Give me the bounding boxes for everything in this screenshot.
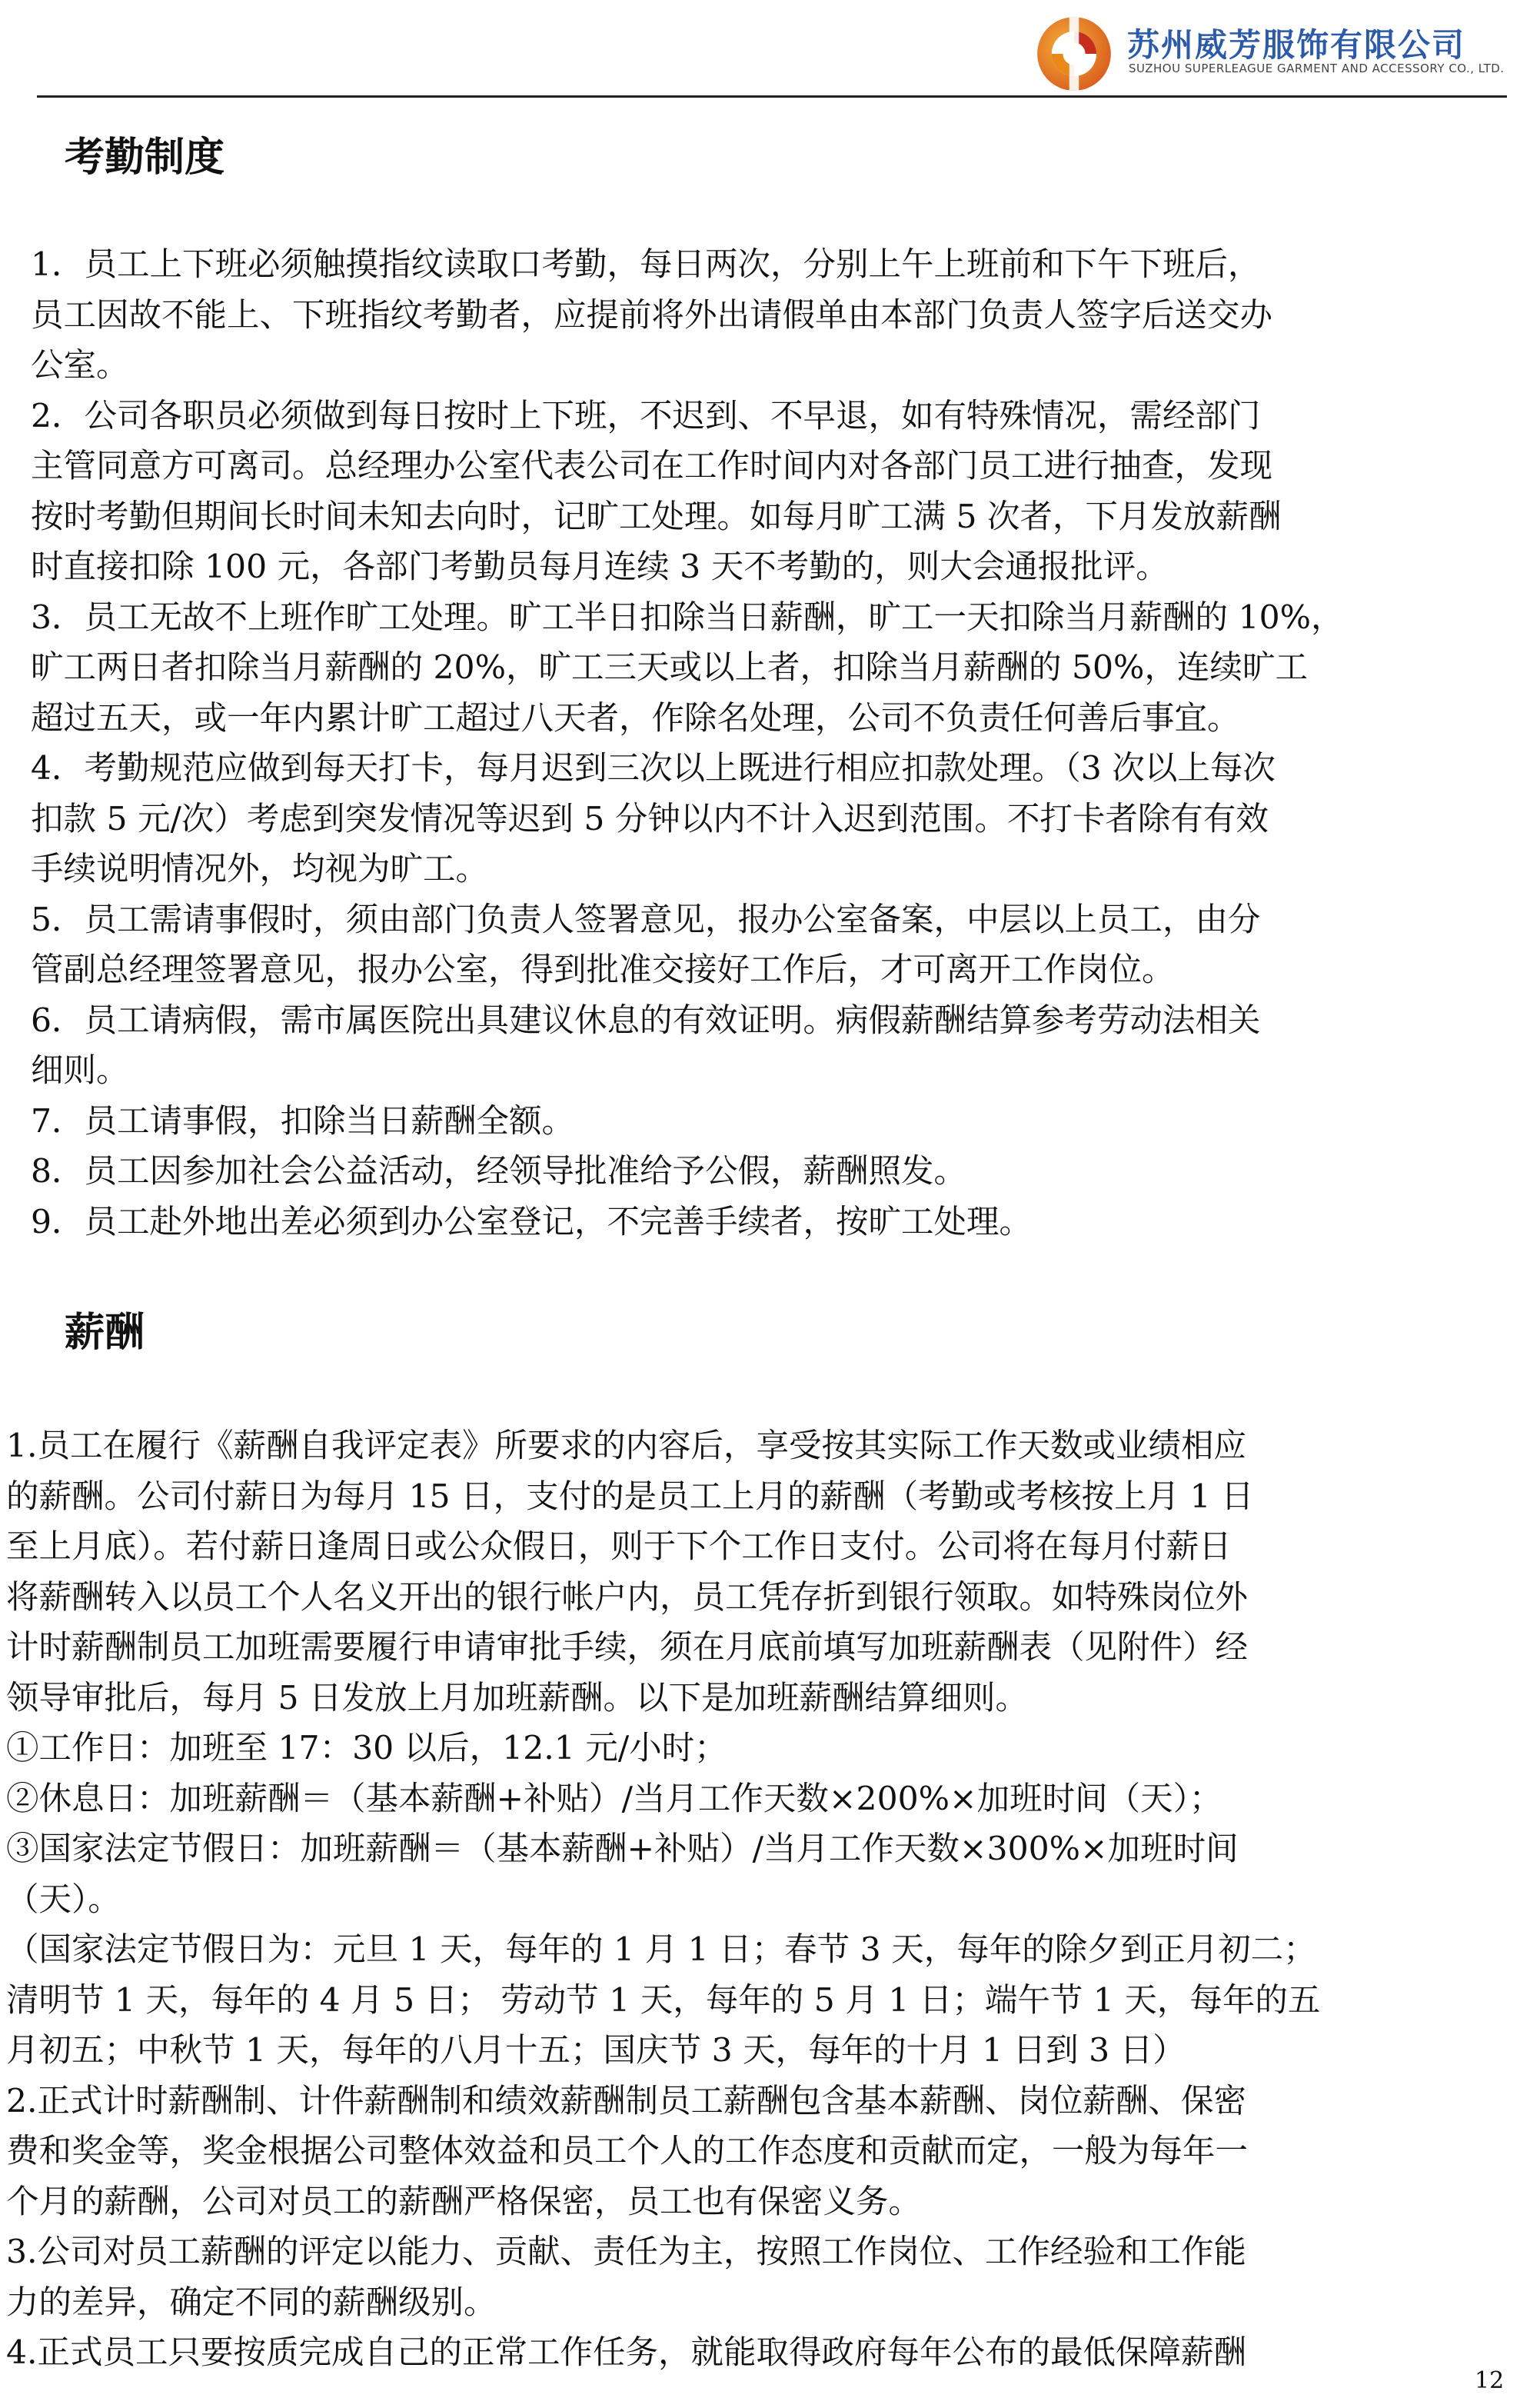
body-line: 领导审批后，每月 5 日发放上月加班薪酬。以下是加班薪酬结算细则。 <box>6 1679 1029 1717</box>
body-line: 5．员工需请事假时，须由部门负责人签署意见，报办公室备案，中层以上员工，由分 <box>31 901 1261 939</box>
body-line: ②休息日：加班薪酬＝（基本薪酬+补贴）/当月工作天数×200%×加班时间（天）； <box>6 1780 1222 1818</box>
page-header <box>0 0 1530 98</box>
body-line: （国家法定节假日为：元旦 1 天，每年的 1 月 1 日；春节 3 天，每年的除夕到正月初二； <box>6 1931 1316 1969</box>
body-line: 时直接扣除 100 元，各部门考勤员每月连续 3 天不考勤的，则大会通报批评。 <box>31 548 1169 586</box>
company-name-cn: 苏州威芳服饰有限公司 <box>1127 26 1466 64</box>
body-line: 清明节 1 天，每年的 4 月 5 日； 劳动节 1 天，每年的 5 月 1 日；端午节 1 天，每年的五 <box>6 1981 1321 2020</box>
body-line: 主管同意方可离司。总经理办公室代表公司在工作时间内对各部门员工进行抽查，发现 <box>31 448 1273 485</box>
body-line: 3．员工无故不上班作旷工处理。旷工半日扣除当日薪酬，旷工一天扣除当月薪酬的 10%， <box>31 598 1344 637</box>
body-line: ③国家法定节假日：加班薪酬＝（基本薪酬+补贴）/当月工作天数×300%×加班时间 <box>6 1830 1239 1868</box>
body-line: 个月的薪酬，公司对员工的薪酬严格保密，员工也有保密义务。 <box>6 2183 922 2221</box>
body-line: ①工作日：加班至 17：30 以后，12.1 元/小时； <box>6 1730 727 1767</box>
company-logo-icon <box>1034 14 1114 94</box>
body-line: 超过五天，或一年内累计旷工超过八天者，作除名处理，公司不负责任何善后事宜。 <box>31 699 1240 738</box>
body-line: 3.公司对员工薪酬的评定以能力、贡献、责任为主，按照工作岗位、工作经验和工作能 <box>6 2233 1247 2271</box>
body-line: 至上月底）。若付薪日逢周日或公众假日，则于下个工作日支付。公司将在每月付薪日 <box>6 1528 1232 1566</box>
body-line: 旷工两日者扣除当月薪酬的 20%，旷工三天或以上者，扣除当月薪酬的 50%，连续旷工 <box>31 649 1308 687</box>
body-line: 的薪酬。公司付薪日为每月 15 日，支付的是员工上月的薪酬（考勤或考核按上月 1 日 <box>6 1477 1254 1516</box>
body-line: 1．员工上下班必须触摸指纹读取口考勤，每日两次，分别上午上班前和下午下班后， <box>31 246 1261 284</box>
body-line: 1.员工在履行《薪酬自我评定表》所要求的内容后，享受按其实际工作天数或业绩相应 <box>6 1427 1247 1465</box>
attendance-rules-body <box>31 240 1511 1247</box>
page-number: 12 <box>1475 2367 1505 2394</box>
body-line: 员工因故不能上、下班指纹考勤者，应提前将外出请假单由本部门负责人签字后送交办 <box>31 296 1273 335</box>
body-line: 力的差异，确定不同的薪酬级别。 <box>6 2283 497 2322</box>
body-line: 2．公司各职员必须做到每日按时上下班，不迟到、不早退，如有特殊情况，需经部门 <box>31 397 1261 435</box>
header-divider <box>37 95 1507 98</box>
salary-rules-body <box>6 1421 1511 2379</box>
body-line: 4.正式员工只要按质完成自己的正常工作任务，就能取得政府每年公布的最低保障薪酬 <box>6 2334 1247 2372</box>
section-title-salary: 薪酬 <box>65 1310 145 1356</box>
body-line: 月初五；中秋节 1 天，每年的八月十五；国庆节 3 天，每年的十月 1 日到 3 日） <box>6 2032 1186 2070</box>
body-line: 4．考勤规范应做到每天打卡，每月迟到三次以上既进行相应扣款处理。（3 次以上每次 <box>31 750 1276 788</box>
body-line: 7．员工请事假，扣除当日薪酬全额。 <box>31 1102 575 1141</box>
body-line: 2.正式计时薪酬制、计件薪酬制和绩效薪酬制员工薪酬包含基本薪酬、岗位薪酬、保密 <box>6 2082 1247 2120</box>
body-line: 8．员工因参加社会公益活动，经领导批准给予公假，薪酬照发。 <box>31 1153 967 1191</box>
body-line: 公室。 <box>31 347 129 385</box>
body-line: 手续说明情况外，均视为旷工。 <box>31 851 489 888</box>
body-line: 管副总经理签署意见，报办公室，得到批准交接好工作后，才可离开工作岗位。 <box>31 951 1175 989</box>
body-line: 9．员工赴外地出差必须到办公室登记，不完善手续者，按旷工处理。 <box>31 1203 1033 1241</box>
body-line: 将薪酬转入以员工个人名义开出的银行帐户内，员工凭存折到银行领取。如特殊岗位外 <box>6 1578 1249 1617</box>
body-line: 费和奖金等，奖金根据公司整体效益和员工个人的工作态度和贡献而定，一般为每年一 <box>6 2133 1249 2170</box>
body-line: （天）。 <box>6 1880 121 1919</box>
section-title-attendance: 考勤制度 <box>65 135 225 181</box>
body-line: 6．员工请病假，需市属医院出具建议休息的有效证明。病假薪酬结算参考劳动法相关 <box>31 1001 1261 1040</box>
company-name-en: SUZHOU SUPERLEAGUE GARMENT AND ACCESSORY CO., LTD. <box>1129 62 1505 75</box>
body-line: 细则。 <box>31 1052 129 1090</box>
body-line: 计时薪酬制员工加班需要履行申请审批手续，须在月底前填写加班薪酬表（见附件）经 <box>6 1629 1249 1667</box>
body-line: 扣款 5 元/次）考虑到突发情况等迟到 5 分钟以内不计入迟到范围。不打卡者除有有效 <box>31 800 1269 838</box>
body-line: 按时考勤但期间长时间未知去向时，记旷工处理。如每月旷工满 5 次者，下月发放薪酬 <box>31 498 1282 536</box>
